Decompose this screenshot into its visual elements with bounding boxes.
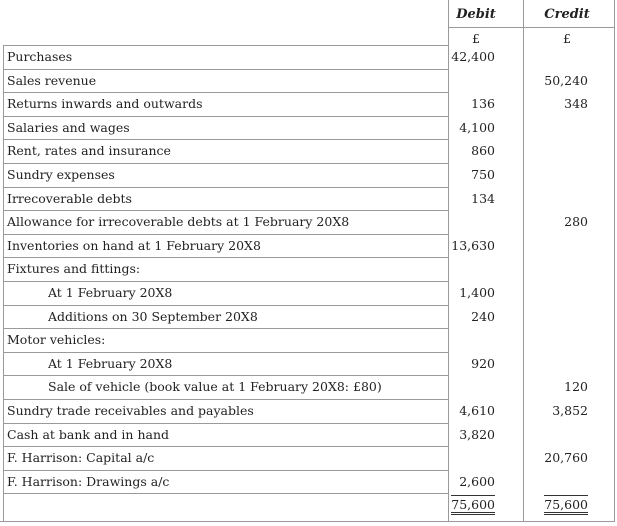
row-divider: [3, 163, 448, 164]
row-divider: [3, 116, 448, 117]
row-divider: [3, 423, 448, 424]
table-row: [0, 281, 615, 305]
account-label: Inventories on hand at 1 February 20X8: [7, 237, 261, 253]
row-divider: [3, 69, 448, 70]
account-label: Cash at bank and in hand: [7, 426, 170, 442]
credit-amount: 348: [564, 96, 588, 112]
table-row: [0, 92, 615, 116]
row-divider: [3, 328, 448, 329]
debit-amount: 4,610: [459, 403, 495, 418]
credit-total: [528, 497, 588, 512]
debit-amount: 860: [471, 143, 495, 159]
account-label: Additions on 30 September 20X8: [48, 308, 258, 324]
debit-currency-symbol: £: [472, 31, 480, 46]
row-divider: [3, 281, 448, 282]
credit-amount: 50,240: [544, 72, 588, 88]
header-divider: [448, 27, 615, 28]
account-label: Salaries and wages: [7, 119, 130, 135]
table-row: [0, 257, 615, 281]
account-label: Allowance for irrecoverable debts at 1 February 20X8: [7, 214, 350, 230]
account-label: At 1 February 20X8: [48, 285, 173, 300]
debit-amount: 134: [471, 190, 495, 206]
debit-amount: 240: [471, 308, 495, 324]
table-row: [0, 446, 615, 470]
account-label: Rent, rates and insurance: [7, 143, 171, 159]
row-divider: [3, 234, 448, 235]
account-label: Sundry trade receivables and payables: [7, 403, 254, 418]
account-label: Sundry expenses: [7, 167, 115, 182]
account-label: Returns inwards and outwards: [7, 96, 203, 112]
table-row: [0, 423, 615, 447]
row-divider: [3, 257, 448, 258]
row-divider: [3, 139, 448, 140]
table-row: [0, 234, 615, 258]
row-divider: [3, 352, 448, 353]
account-label: Irrecoverable debts: [7, 190, 132, 206]
debit-amount: 1,400: [459, 285, 495, 300]
debit-amount: 4,100: [459, 119, 495, 135]
account-label: F. Harrison: Drawings a/c: [7, 473, 170, 489]
table-row: [0, 69, 615, 93]
row-divider: [3, 92, 448, 93]
table-bottom-divider: [3, 493, 448, 494]
table-row: [0, 187, 615, 211]
debit-header: Debit: [456, 7, 496, 22]
row-divider: [3, 187, 448, 188]
debit-amount: 136: [471, 96, 495, 112]
credit-amount: 120: [564, 379, 588, 395]
debit-amount: 2,600: [459, 473, 495, 489]
table-row: [0, 328, 615, 352]
credit-total-value: 75,600: [544, 495, 588, 515]
table-row: [0, 210, 615, 234]
account-label: At 1 February 20X8: [48, 355, 173, 371]
credit-header: Credit: [544, 7, 590, 22]
credit-amount: 280: [564, 214, 588, 230]
row-divider: [3, 446, 448, 447]
row-divider: [3, 45, 448, 46]
row-divider: [3, 210, 448, 211]
credit-amount: 3,852: [552, 403, 588, 418]
account-label: Sale of vehicle (book value at 1 February 20X8: £80): [48, 379, 382, 395]
table-row: [0, 375, 615, 399]
table-row: [0, 352, 615, 376]
credit-amount: 20,760: [544, 450, 588, 466]
table-row: [0, 399, 615, 423]
row-divider: [3, 305, 448, 306]
debit-amount: 920: [471, 355, 495, 371]
table-row: [0, 45, 615, 69]
debit-total-value: 75,600: [451, 495, 495, 515]
account-label: Motor vehicles:: [7, 332, 106, 348]
table-row: [0, 139, 615, 163]
account-label: Sales revenue: [7, 72, 97, 88]
row-divider: [3, 470, 448, 471]
debit-amount: 750: [471, 167, 495, 182]
debit-amount: 13,630: [451, 237, 495, 253]
debit-total: [435, 497, 495, 512]
row-divider: [3, 375, 448, 376]
account-label: Purchases: [7, 49, 73, 64]
table-row: [0, 163, 615, 187]
debit-amount: 42,400: [451, 49, 495, 64]
table-row: [0, 470, 615, 494]
table-row: [0, 305, 615, 329]
account-label: Fixtures and fittings:: [7, 261, 141, 277]
row-divider: [3, 399, 448, 400]
debit-amount: 3,820: [459, 426, 495, 442]
table-row: [0, 116, 615, 140]
account-label: F. Harrison: Capital a/c: [7, 450, 155, 466]
credit-currency-symbol: £: [563, 31, 571, 46]
